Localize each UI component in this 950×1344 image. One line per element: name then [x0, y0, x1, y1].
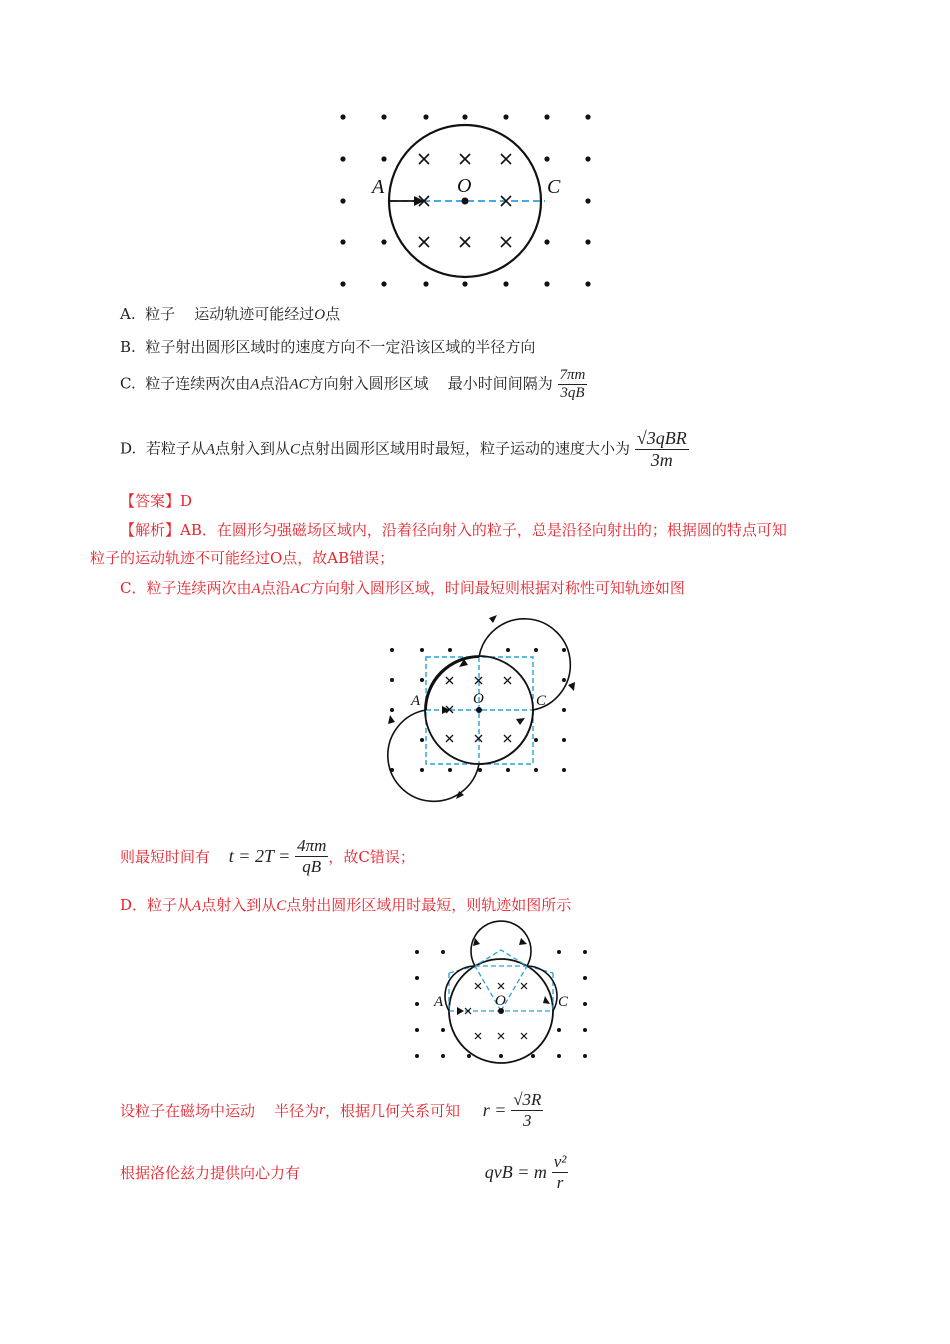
option-d: D. 若粒子从A点射入到从C点射出圆形区域用时最短，粒子运动的速度大小为 $\frac{\text{√3qBR}}{3m}$: [120, 428, 687, 470]
fraction-t: $\frac{4\pi m}{qB}$: [297, 836, 327, 876]
fraction-r: $\frac{√3R}{3}$: [513, 1090, 542, 1130]
label-a: A: [372, 176, 385, 198]
label-c: C: [547, 176, 561, 198]
time-formula-line: 则最短时间有 t = 2T = $\frac{4\pi m}{qB}$ ，故C错误；: [120, 836, 415, 876]
figure-3-trajectory: [405, 918, 605, 1078]
fraction-d: $\frac{\text{√3qBR}}{3m}$: [636, 428, 687, 470]
label-c: C: [536, 693, 547, 709]
label-a: A: [411, 693, 421, 709]
option-a: A. 粒子 运动轨迹可能经过O点: [120, 305, 341, 323]
analysis-c-line: C．粒子连续两次由A点沿AC方向射入圆形区域，时间最短则根据对称性可知轨迹如图: [120, 579, 685, 597]
label-a: A: [434, 994, 444, 1010]
answer: 【答案】D: [120, 492, 193, 510]
analysis-line-1: 【解析】AB．在圆形匀强磁场区域内，沿着径向射入的粒子，总是沿径向射出的；根据圆的特点可知: [120, 521, 787, 539]
lorentz-formula-line: 根据洛伦兹力提供向心力有 qvB = m $\frac{\text{v²}}{r}$: [120, 1152, 567, 1192]
figure-1-magnetic-field: [330, 105, 610, 300]
fraction-c: $\frac{7\pi m}{3qB}$: [559, 367, 586, 401]
fraction-lorentz: $\frac{\text{v²}}{r}$: [553, 1152, 567, 1192]
label-o: O: [495, 993, 506, 1009]
analysis-d-line: D．粒子从A点射入到从C点射出圆形区域用时最短，则轨迹如图所示: [120, 896, 572, 914]
label-o: O: [457, 175, 472, 197]
option-c: C. 粒子连续两次由A点沿AC方向射入圆形区域 最小时间间隔为 $\frac{7\pi m}{3qB}$: [120, 367, 586, 401]
label-c: C: [558, 994, 569, 1010]
radius-formula-line: 设粒子在磁场中运动 半径为r，根据几何关系可知 r = $\frac{√3R}{3}$: [120, 1090, 542, 1130]
label-o: O: [473, 691, 484, 707]
option-b: B. 粒子射出圆形区域时的速度方向不一定沿该区域的半径方向: [120, 338, 536, 356]
analysis-line-2: 粒子的运动轨迹不可能经过O点，故AB错误；: [90, 549, 395, 567]
figure-2-trajectory: [365, 600, 600, 820]
